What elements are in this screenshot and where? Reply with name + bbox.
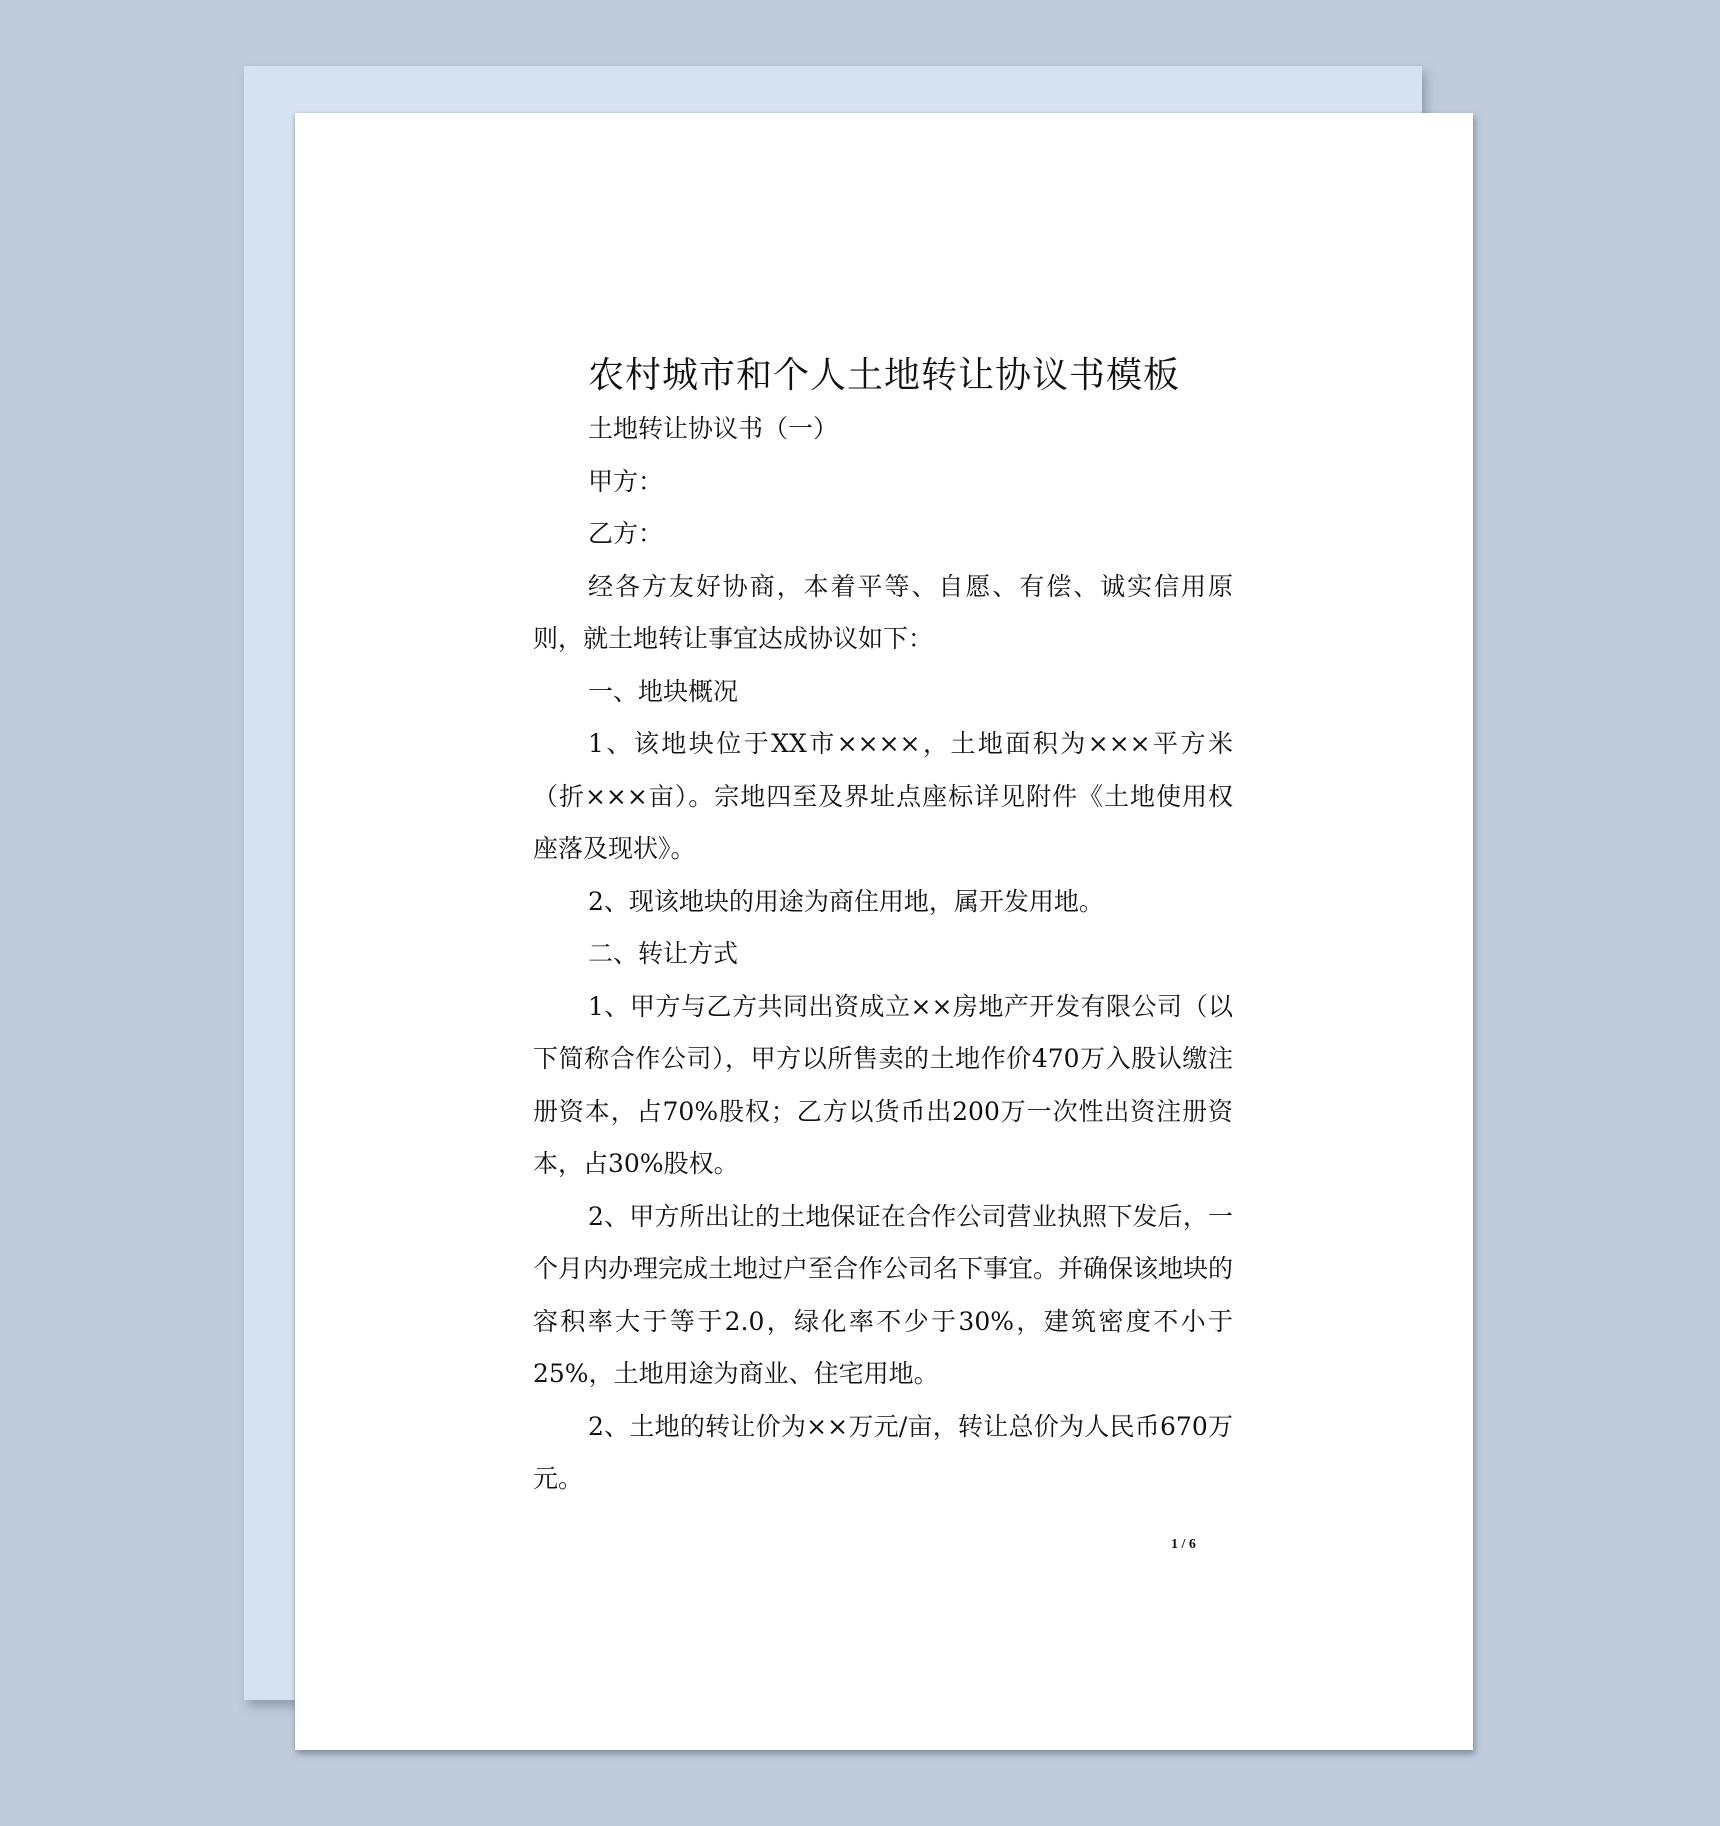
clause-1-2: 2、现该地块的用途为商住用地，属开发用地。 bbox=[588, 886, 1104, 916]
party-b-line: 乙方： bbox=[588, 519, 664, 548]
document-title: 农村城市和个人土地转让协议书模板 bbox=[587, 355, 1180, 396]
clause-2-2: 2、甲方所出让的土地保证在合作公司营业执照下发后，一个月内办理完成土地过户至合作公司名下事宜。并确保该地块的容积率大于等于2.0，绿化率不少于30%，建筑密度不小于25%，土地用途为商业、住宅用地。 bbox=[533, 1201, 1234, 1388]
clause-1-1: 1、该地块位于XX市××××，土地面积为×××平方米（折×××亩）。宗地四至及界址点座标详见附件《土地使用权座落及现状》。 bbox=[533, 729, 1233, 863]
document-page bbox=[295, 113, 1473, 1750]
preamble-paragraph: 经各方友好协商，本着平等、自愿、有偿、诚实信用原则，就土地转让事宜达成协议如下： bbox=[533, 571, 1233, 653]
section-heading-1: 一、地块概况 bbox=[588, 676, 739, 706]
document-body bbox=[533, 403, 1233, 1506]
party-a-line: 甲方： bbox=[588, 466, 664, 496]
clause-2-1: 1、甲方与乙方共同出资成立××房地产开发有限公司（以下简称合作公司），甲方以所售卖的土地作价470万入股认缴注册资本，占70%股权；乙方以货币出200万一次性出资注册资本，占30%股权。 bbox=[533, 991, 1233, 1178]
clause-2-3: 2、土地的转让价为××万元/亩，转让总价为人民币670万元。 bbox=[533, 1411, 1233, 1493]
section-heading-2: 二、转让方式 bbox=[588, 939, 739, 968]
subtitle: 土地转让协议书（一） bbox=[588, 414, 839, 443]
page-indicator: 1 / 6 bbox=[1171, 1537, 1196, 1552]
